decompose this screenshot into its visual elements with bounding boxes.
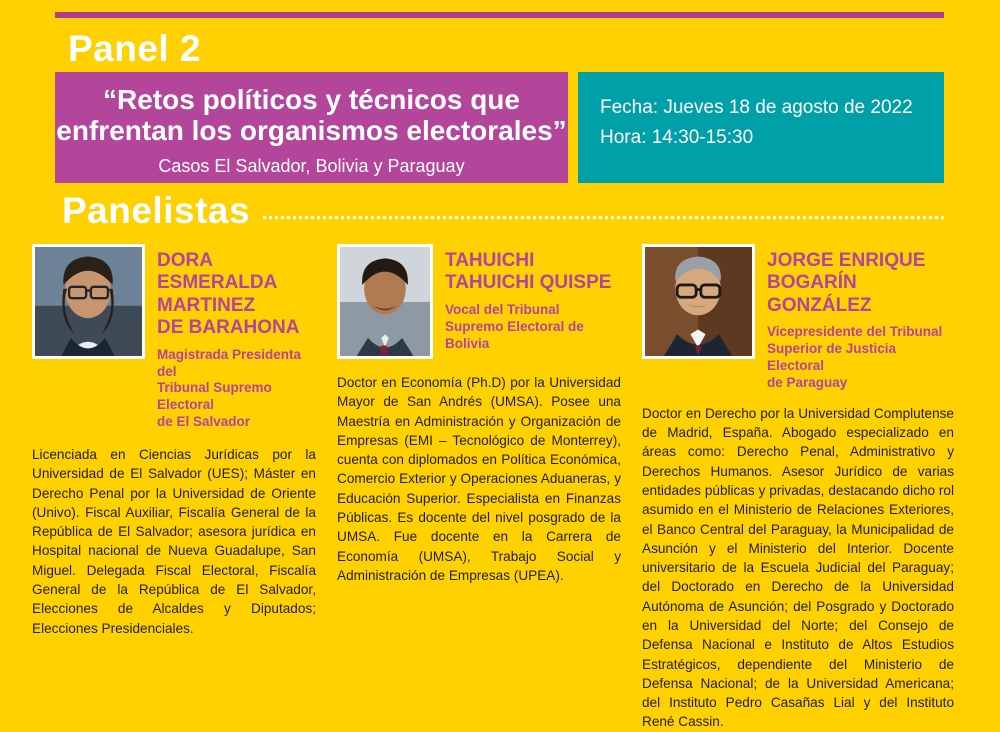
panelist-card-1 bbox=[32, 244, 316, 638]
panelist-role-2-line1: Vocal del Tribunal bbox=[445, 301, 560, 317]
panelists-dotted-rule bbox=[263, 216, 944, 219]
panelist-bio-1: Licenciada en Ciencias Jurídicas por la Universidad de El Salvador (UES); Máster en Derecho Penal por la Universidad de Oriente (Univo). Fiscal Auxiliar, Fiscalía General de la República de El Salvador; asesora jurídica en Hospital nacional de Nueva Guadalupe, San Miguel. Delegada Fiscal Electoral, Fiscalía General de la República de El Salvador, Elecciones de Alcaldes y Diputados; Elecciones Presidenciales. bbox=[32, 447, 316, 636]
panelist-identity-2 bbox=[433, 244, 621, 352]
panelist-role-3-line2: Superior de Justicia Electoral bbox=[767, 341, 897, 373]
panelist-role-1-line1: Magistrada Presidenta del bbox=[157, 346, 302, 379]
panelists-heading: Panelistas bbox=[62, 190, 251, 231]
panelist-identity-3 bbox=[755, 244, 954, 392]
portrait-photo-3 bbox=[642, 244, 755, 359]
event-time: Hora: 14:30-15:30 bbox=[600, 127, 754, 148]
panelist-role-3-line1: Vicepresidente del Tribunal bbox=[767, 324, 943, 340]
panelist-name-2-line2: TAHUICHI QUISPE bbox=[445, 272, 612, 294]
schedule-box bbox=[578, 72, 944, 183]
panelist-bio-3: Doctor en Derecho por la Universidad Complutense de Madrid, España. Abogado especializado en áreas como: Derecho Penal, Administrativo y Derechos Humanos. Asesor Jurídico de varias entidades públicas y privadas, destacando dicho rol asumido en el Ministerio de Relaciones Exteriores, el Banco Central del Paraguay, la Municipalidad de Asunción y el Ministerio del Interior. Docente universitario de la Escuela Judicial del Paraguay; del Doctorado en Derecho de la Universidad Autónoma de Asunción; del Posgrado y Doctorado en la Universidad del Norte; del Consejo de Defensa Nacional e Instituto de Altos Estudios Estratégicos, dependiente del Ministerio de Defensa Nacional; de la Universidad Americana; del Instituto Pedro Casañas Lial y del Instituto René Cassin. bbox=[642, 405, 954, 730]
panelist-identity-1 bbox=[145, 244, 316, 431]
panelist-role-2-line2: Supremo Electoral de Bolivia bbox=[445, 318, 584, 351]
panel-subtitle: Casos El Salvador, Bolivia y Paraguay bbox=[158, 155, 465, 176]
panelist-name-1-line2: MARTINEZ bbox=[157, 294, 256, 316]
panelist-bio-2: Doctor en Economía (Ph.D) por la Universidad Mayor de San Andrés (UMSA). Posee una Maestría en Administración y Organización de Empresas (EMI – Tecnológico de Monterrey), cuenta con diplomados en Política Económica, Comercio Exterior y Operaciones Aduaneras, y Educación Superior. Especialista en Finanzas Públicas. Es docente del nivel posgrado de la UMSA. Fue docente en la Carrera de Economía (UMSA), Trabajo Social y Administración de Empresas (UPEA). bbox=[337, 375, 621, 583]
panelist-name-2-line1: TAHUICHI bbox=[445, 250, 535, 271]
panelist-name-3-line1: JORGE ENRIQUE bbox=[767, 250, 926, 271]
panelist-role-1-line2: Tribunal Supremo Electoral bbox=[157, 380, 272, 413]
portrait-photo-2 bbox=[337, 244, 433, 359]
portrait-photo-1 bbox=[32, 244, 145, 359]
panel-title-line1: “Retos políticos y técnicos que bbox=[103, 84, 520, 115]
panelist-role-3-line3: de Paraguay bbox=[767, 374, 848, 390]
panelist-name-1-line3: DE BARAHONA bbox=[157, 317, 300, 339]
panelist-card-3 bbox=[642, 244, 954, 732]
panelist-name-3-line2: BOGARÍN GONZÁLEZ bbox=[767, 272, 872, 316]
panelist-name-1-line1: DORA ESMERALDA bbox=[157, 250, 278, 294]
panelist-card-2 bbox=[337, 244, 621, 585]
top-divider-rule bbox=[55, 12, 944, 18]
panel-title-box bbox=[55, 72, 568, 183]
panel-label: Panel 2 bbox=[68, 28, 202, 69]
panel-title-line2: enfrentan los organismos electorales” bbox=[56, 115, 567, 147]
event-date: Fecha: Jueves 18 de agosto de 2022 bbox=[600, 97, 913, 118]
panelist-role-1-line3: de El Salvador bbox=[157, 414, 251, 430]
